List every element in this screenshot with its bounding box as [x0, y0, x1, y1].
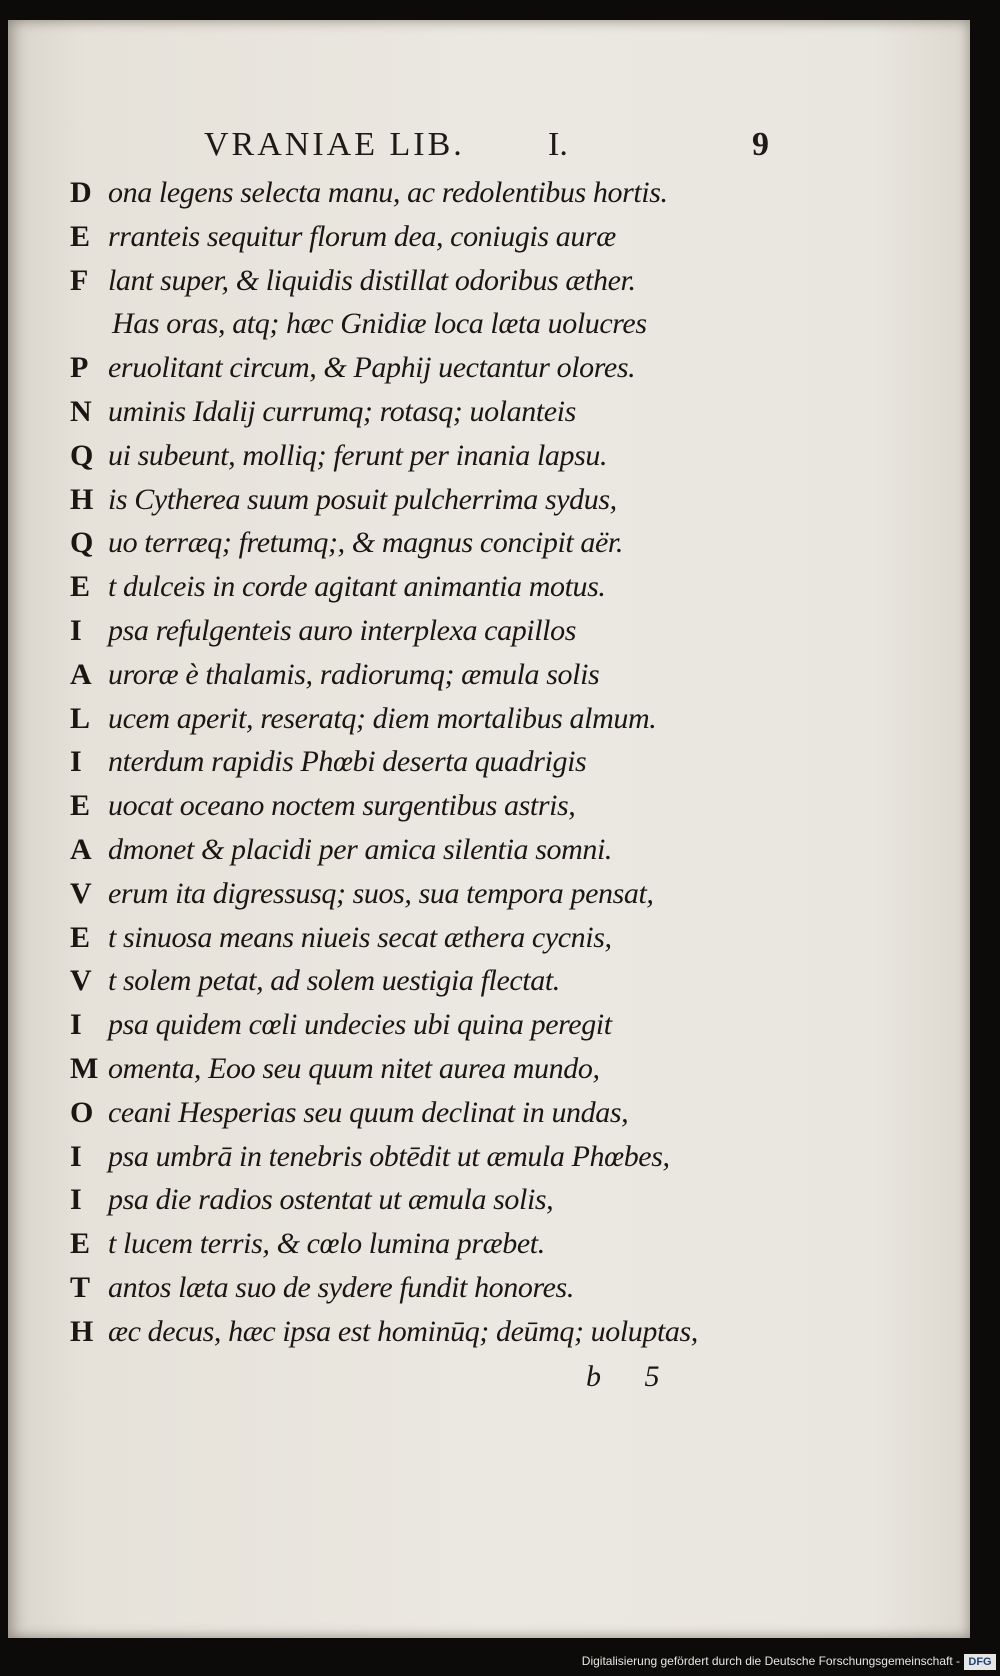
- verse-line: [8, 218, 970, 262]
- verse-initial: Q: [70, 526, 94, 560]
- verse-initial: H: [70, 482, 94, 516]
- verse-line: [8, 656, 970, 700]
- verse-line: [8, 524, 970, 568]
- verse-line: [8, 1181, 970, 1225]
- verse-text: eruolitant circum, & Paphij uectantur olores.: [108, 351, 636, 385]
- verse-text: ceani Hesperias seu quum declinat in undas,: [108, 1095, 629, 1129]
- verse-text: psa quidem cœli undecies ubi quina peregit: [108, 1008, 612, 1042]
- verse-initial: P: [70, 351, 89, 385]
- verse-text: ucem aperit, reseratq; diem mortalibus almum.: [108, 701, 657, 735]
- verse-line: [8, 919, 970, 963]
- verse-text: t sinuosa means niueis secat æthera cycnis,: [108, 920, 612, 954]
- verse-initial: I: [70, 613, 82, 647]
- verse-text: dmonet & placidi per amica silentia somni.: [108, 832, 612, 866]
- verse-text: t lucem terris, & cœlo lumina præbet.: [108, 1227, 545, 1261]
- verse-line: [8, 1094, 970, 1138]
- verse-text: t dulceis in corde agitant animantia motus.: [108, 570, 606, 604]
- verse-initial: I: [70, 1008, 82, 1042]
- book-page: [8, 20, 970, 1638]
- verse-initial: A: [70, 832, 92, 866]
- verse-initial: E: [70, 789, 91, 823]
- verse-text: erum ita digressusq; suos, sua tempora pensat,: [108, 876, 654, 910]
- verse-text: uo terræq; fretumq;, & magnus concipit aër.: [108, 526, 623, 560]
- verse-line: [8, 393, 970, 437]
- verse-initial: A: [70, 657, 92, 691]
- verse-initial: H: [70, 1314, 94, 1348]
- verse-line: [8, 568, 970, 612]
- verse-initial: F: [70, 263, 89, 297]
- verse-line: [8, 1225, 970, 1269]
- running-title: VRANIAE LIB.: [204, 126, 465, 163]
- verse-line: [8, 962, 970, 1006]
- verse-initial: T: [70, 1270, 91, 1304]
- verse-text: uocat oceano noctem surgentibus astris,: [108, 789, 576, 823]
- verse-text: antos læta suo de sydere fundit honores.: [108, 1270, 574, 1304]
- verse-initial: Q: [70, 438, 94, 472]
- verse-line: [8, 700, 970, 744]
- verse-text: ui subeunt, molliq; ferunt per inania lapsu.: [108, 438, 608, 472]
- verse-line: [8, 481, 970, 525]
- verse-line: [8, 875, 970, 919]
- verse-initial: M: [70, 1051, 99, 1085]
- verse-text: nterdum rapidis Phœbi deserta quadrigis: [108, 745, 587, 779]
- verse-initial: E: [70, 219, 91, 253]
- verse-text: uminis Idalij currumq; rotasq; uolanteis: [108, 394, 576, 428]
- folio-number: 9: [752, 126, 769, 163]
- verse-text: lant super, & liquidis distillat odoribus æther.: [108, 263, 636, 297]
- verse-line: [8, 1006, 970, 1050]
- verse-line: [8, 437, 970, 481]
- funding-credit: Digitalisierung gefördert durch die Deutsche Forschungsgemeinschaft -: [581, 1654, 960, 1668]
- verse-initial: L: [70, 701, 91, 735]
- verse-text: rranteis sequitur florum dea, coniugis auræ: [108, 219, 616, 253]
- verse-line: [8, 305, 970, 349]
- digitization-footer: [0, 1650, 1000, 1676]
- verse-initial: E: [70, 920, 91, 954]
- verse-initial: E: [70, 570, 91, 604]
- verse-initial: D: [70, 176, 92, 209]
- verse-line: [8, 1050, 970, 1094]
- verse-line: [8, 262, 970, 306]
- verse-initial: N: [70, 394, 92, 428]
- verse-text: psa refulgenteis auro interplexa capillos: [108, 613, 576, 647]
- verse-line: [8, 787, 970, 831]
- verse-text: æc decus, hæc ipsa est hominūq; deūmq; uoluptas,: [108, 1314, 698, 1348]
- verse-initial: E: [70, 1227, 91, 1261]
- verse-initial: I: [70, 1139, 82, 1173]
- verse-line: [8, 1313, 970, 1357]
- page-header: [8, 112, 970, 168]
- verse-text: Has oras, atq; hæc Gnidiæ loca læta uolucres: [112, 307, 647, 341]
- verse-text: is Cytherea suum posuit pulcherrima sydus,: [108, 482, 617, 516]
- verse-line: [8, 349, 970, 393]
- verse-line: [8, 1269, 970, 1313]
- verse-initial: V: [70, 876, 92, 910]
- verse-initial: O: [70, 1095, 94, 1129]
- verse-initial: V: [70, 964, 92, 998]
- verse-text: psa umbrā in tenebris obtēdit ut æmula Phœbes,: [108, 1139, 670, 1173]
- signature-mark: b 5: [586, 1360, 678, 1393]
- verse-line: [8, 612, 970, 656]
- verse-initial: I: [70, 745, 82, 779]
- book-number: I.: [548, 126, 568, 163]
- verse-text: ona legens selecta manu, ac redolentibus hortis.: [108, 176, 668, 209]
- verse-line: [8, 174, 970, 218]
- dfg-logo: DFG: [964, 1654, 996, 1670]
- verse-line: [8, 831, 970, 875]
- verse-block: [8, 174, 970, 1357]
- verse-line: [8, 1138, 970, 1182]
- verse-text: t solem petat, ad solem uestigia flectat.: [108, 964, 560, 998]
- verse-text: omenta, Eoo seu quum nitet aurea mundo,: [108, 1051, 600, 1085]
- verse-initial: I: [70, 1183, 82, 1217]
- verse-text: psa die radios ostentat ut æmula solis,: [108, 1183, 554, 1217]
- verse-line: [8, 743, 970, 787]
- verse-text: uroræ è thalamis, radiorumq; æmula solis: [108, 657, 600, 691]
